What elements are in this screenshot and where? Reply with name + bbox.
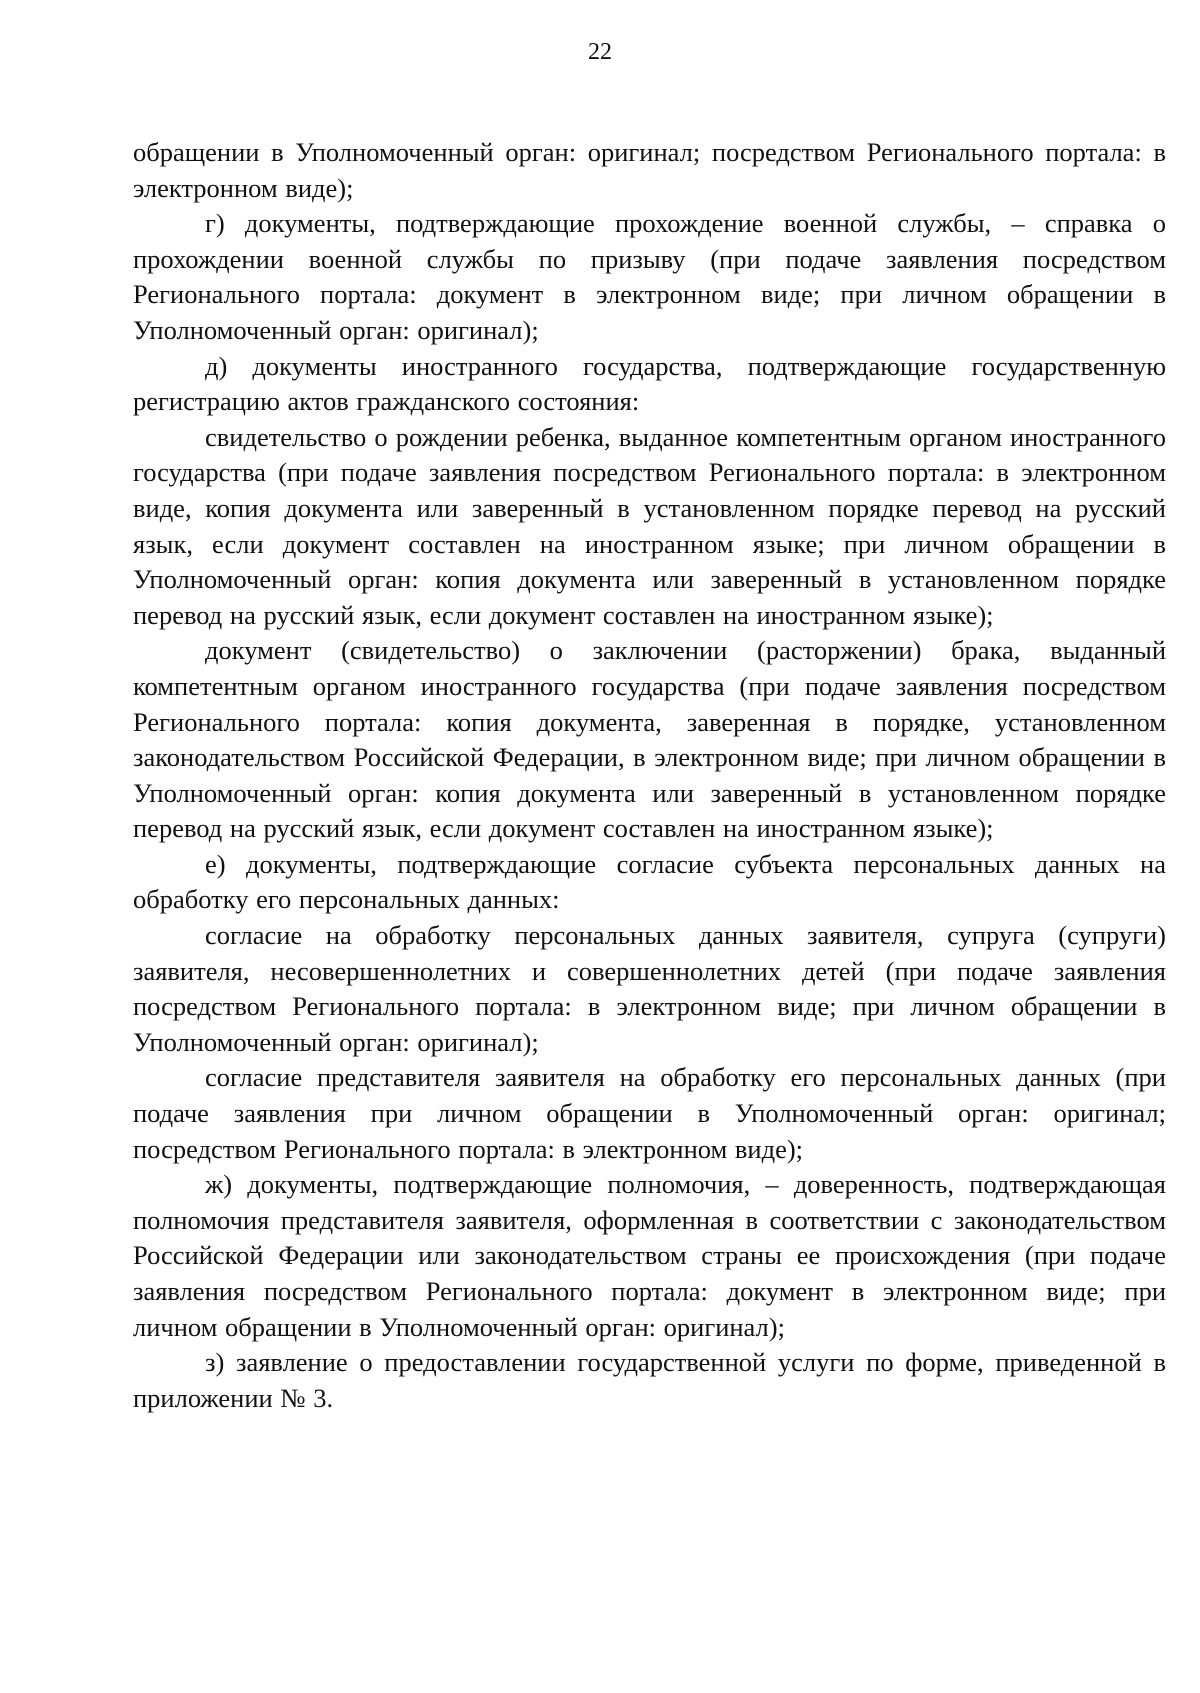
paragraph-applicant-consent: согласие на обработку персональных данных заявителя, супруга (супруги) заявителя, несовершеннолетних и совершеннолетних детей (при подаче заявления посредством Регионального портала: в электронном виде; при личном обращении в Уполномоченный орган: оригинал); bbox=[133, 920, 1166, 1057]
paragraph-item-zh-power-of-attorney: ж) документы, подтверждающие полномочия, – доверенность, подтверждающая полномочия представителя заявителя, оформленная в соответствии с законодательством Российской Федерации или законодательством страны ее происхождения (при подаче заявления посредством Регионального портала: документ в электронном виде; при личном обращении в Уполномоченный орган: оригинал); bbox=[133, 1169, 1166, 1342]
paragraph-item-d-foreign-documents: д) документы иностранного государства, подтверждающие государственную регистрацию актов гражданского состояния: bbox=[133, 350, 1166, 417]
paragraph-item-e-personal-data-consent: е) документы, подтверждающие согласие субъекта персональных данных на обработку его персональных данных: bbox=[133, 848, 1166, 915]
paragraph-item-z-application-form: з) заявление о предоставлении государственной услуги по форме, приведенной в приложении № 3. bbox=[133, 1347, 1166, 1413]
page-number: 22 bbox=[588, 39, 612, 65]
paragraph-birth-certificate: свидетельство о рождении ребенка, выданное компетентным органом иностранного государства (при подаче заявления посредством Регионального портала: в электронном виде, копия документа или заверенный в установленном порядке перевод на русский язык, если документ составлен на иностранном языке; при личном обращении в Уполномоченный орган: копия документа или заверенный в установленном порядке перевод на русский язык, если документ составлен на иностранном языке); bbox=[133, 421, 1166, 630]
paragraph-continuation: обращении в Уполномоченный орган: оригинал; посредством Регионального портала: в электронном виде); bbox=[133, 137, 1166, 203]
paragraph-representative-consent: согласие представителя заявителя на обработку его персональных данных (при подаче заявления при личном обращении в Уполномоченный орган: оригинал; посредством Регионального портала: в электронном виде); bbox=[133, 1062, 1166, 1164]
paragraph-item-g-military-service: г) документы, подтверждающие прохождение военной службы, – справка о прохождении военной службы по призыву (при подаче заявления посредством Регионального портала: документ в электронном виде; при личном обращении в Уполномоченный орган: оригинал); bbox=[133, 208, 1166, 345]
document-body bbox=[133, 135, 1166, 1416]
paragraph-marriage-certificate: документ (свидетельство) о заключении (расторжении) брака, выданный компетентным органом иностранного государства (при подаче заявления посредством Регионального портала: копия документа, заверенная в порядке, установленном законодательством Российской Федерации, в электронном виде; при личном обращении в Уполномоченный орган: копия документа или заверенный в установленном порядке перевод на русский язык, если документ составлен на иностранном языке); bbox=[133, 635, 1166, 844]
